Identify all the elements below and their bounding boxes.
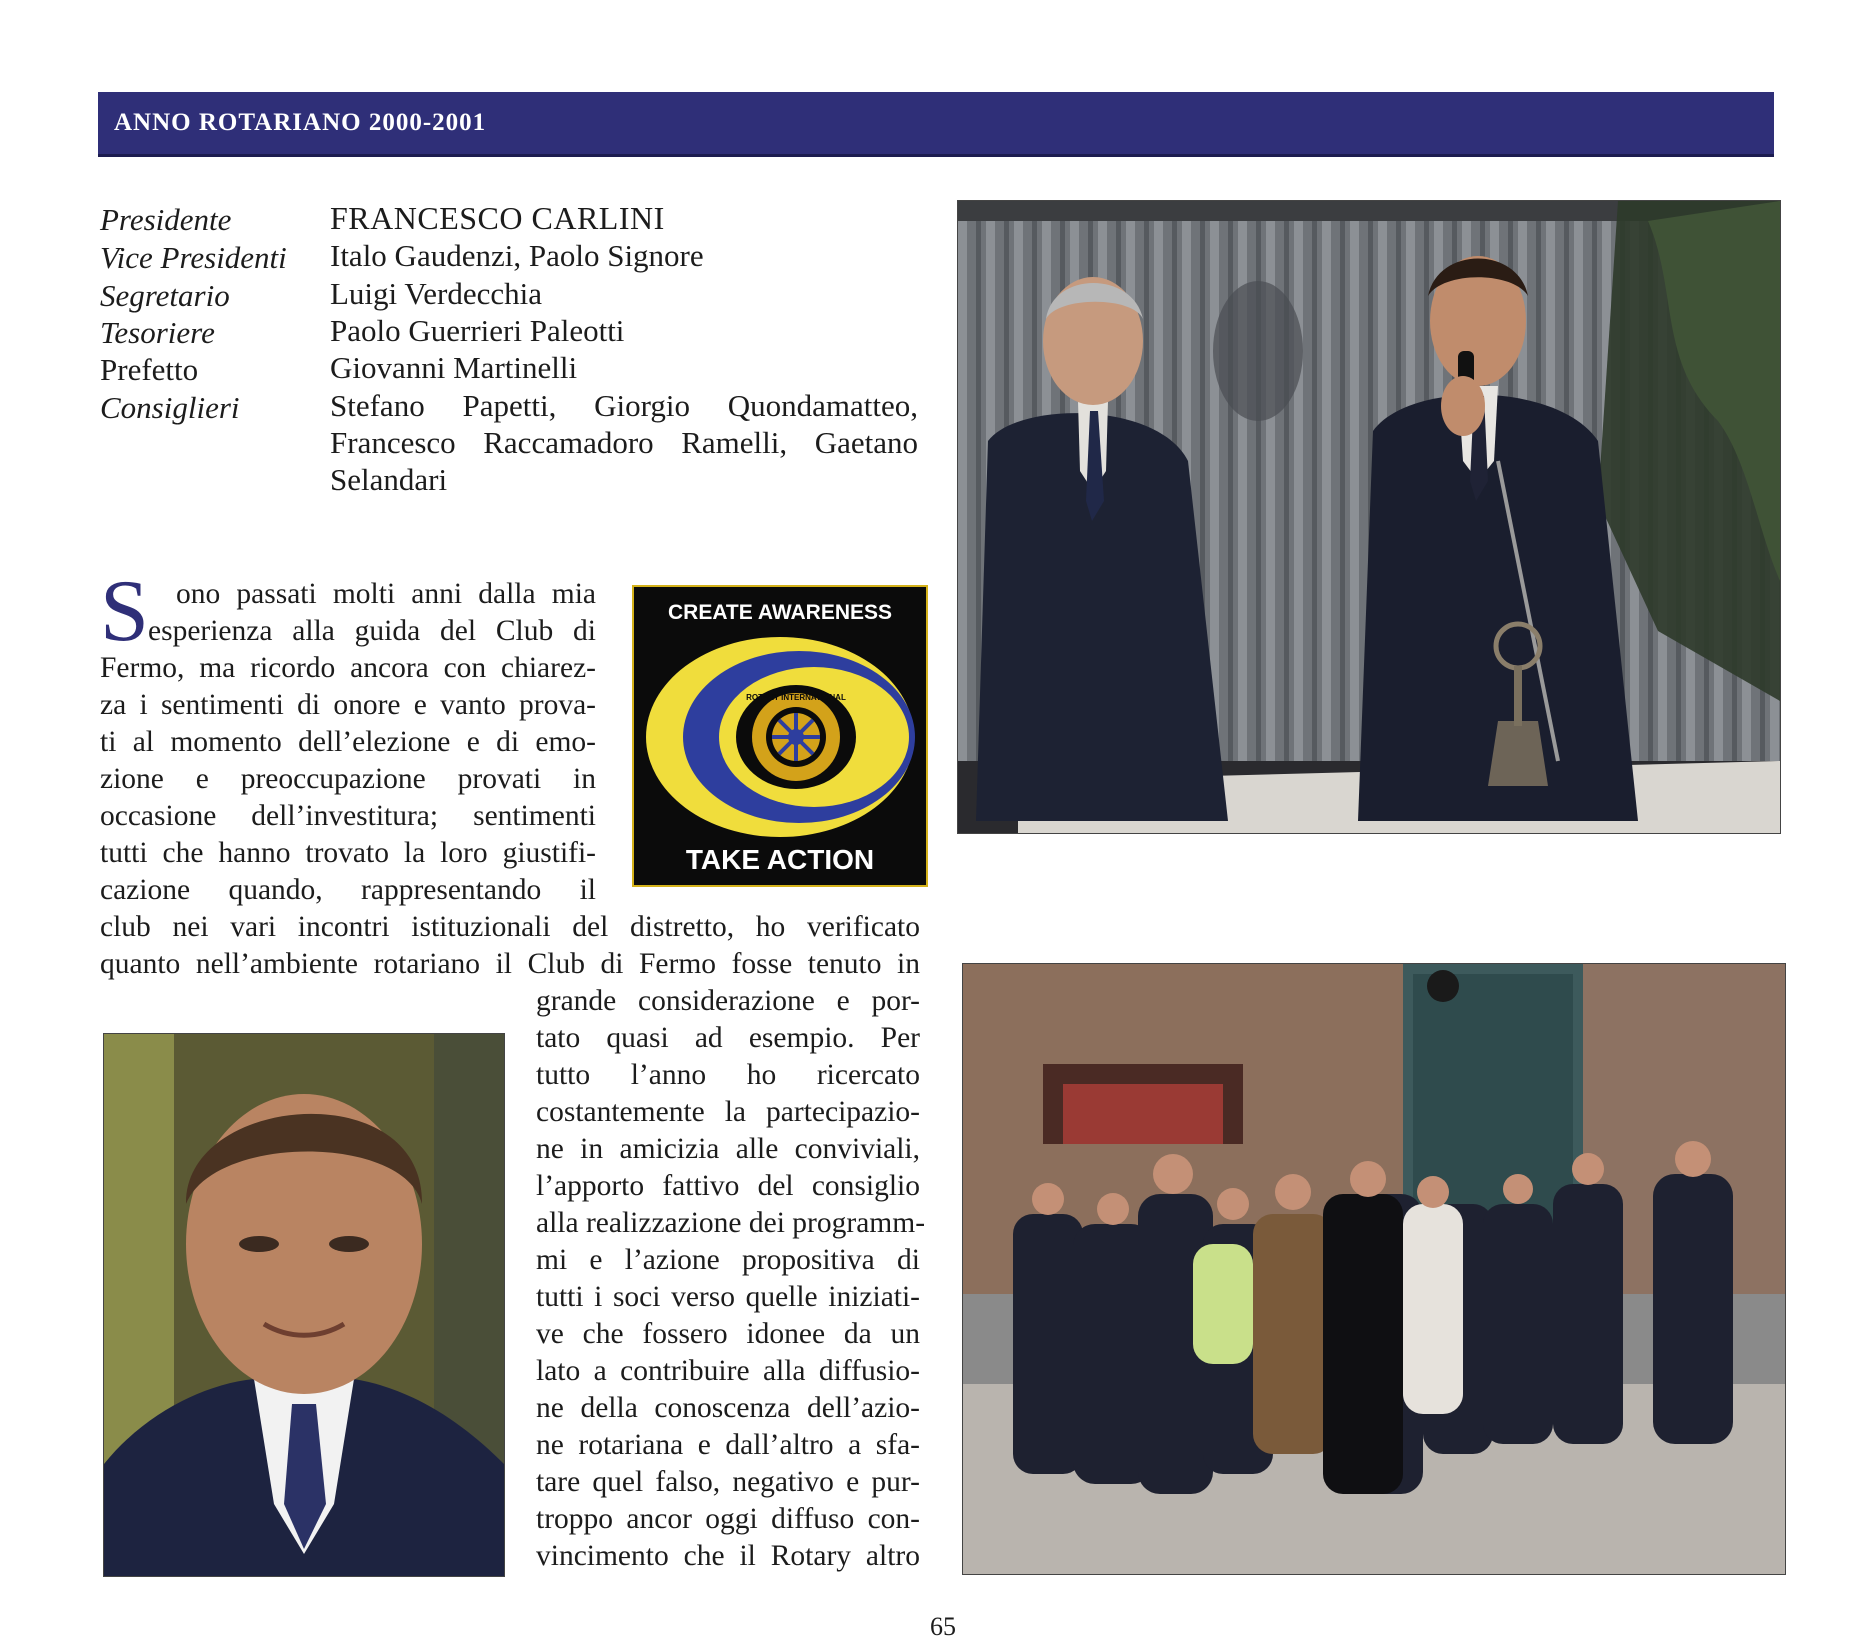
body-line-11: quanto nell’ambiente rotariano il Club di Fermo fosse tenuto in (100, 948, 920, 980)
body-line-22: lato a contribuire alla diffusio- (536, 1355, 920, 1387)
officer-name-secretary: Luigi Verdecchia (330, 276, 543, 311)
officer-name-vice-presidents: Italo Gaudenzi, Paolo Signore (330, 238, 704, 273)
logo-bottom-text: TAKE ACTION (685, 844, 875, 875)
body-line-2: esperienza alla guida del Club di (148, 615, 596, 647)
officer-name-prefect: Giovanni Martinelli (330, 350, 578, 385)
body-line-8: tutti che hanno trovato la loro giustifi- (100, 837, 596, 869)
body-line-16: ne in amicizia alle conviviali, (536, 1133, 920, 1165)
body-line-12: grande considerazione e por- (536, 985, 920, 1017)
officer-name-councillors-line-3: Selandari (330, 462, 448, 497)
body-line-24: ne rotariana e dall’altro a sfa- (536, 1429, 920, 1461)
officer-name-president: FRANCESCO CARLINI (330, 200, 665, 236)
body-line-3: Fermo, ma ricordo ancora con chiarez- (100, 652, 596, 684)
body-line-14: tutto l’anno ho ricercato (536, 1059, 920, 1091)
photo-portrait-image (104, 1034, 504, 1576)
body-line-18: alla realizzazione dei programm- (536, 1207, 926, 1239)
photo-speakers-image (958, 201, 1780, 833)
body-line-17: l’apporto fattivo del consiglio (536, 1170, 920, 1202)
photo-group-courtyard-image (963, 964, 1785, 1574)
officer-name-councillors-line-2: Francesco Raccamadoro Ramelli, Gaetano (330, 425, 918, 460)
header-band (98, 92, 1774, 157)
body-line-6: zione e preoccupazione provati in (100, 763, 596, 795)
officer-name-treasurer: Paolo Guerrieri Paleotti (330, 313, 625, 348)
officer-role-prefect: Prefetto (100, 352, 199, 387)
photo-group-courtyard (962, 963, 1786, 1575)
rotary-theme-logo-graphic (634, 587, 926, 885)
body-line-20: tutti i soci verso quelle iniziati- (536, 1281, 920, 1313)
body-line-1: ono passati molti anni dalla mia (176, 578, 596, 610)
photo-portrait (103, 1033, 505, 1577)
body-line-4: za i sentimenti di onore e vanto prova- (100, 689, 596, 721)
body-line-5: ti al momento dell’elezione e di emo- (100, 726, 596, 758)
officer-role-president: Presidente (100, 202, 232, 237)
photo-speakers-at-podium (957, 200, 1781, 834)
body-line-13: tato quasi ad esempio. Per (536, 1022, 920, 1054)
emblem-ring-text: ROTARY INTERNATIONAL (746, 693, 846, 702)
body-line-19: mi e l’azione propositiva di (536, 1244, 920, 1276)
officer-role-councillors: Consiglieri (100, 390, 240, 425)
body-line-7: occasione dell’investitura; sentimenti (100, 800, 596, 832)
body-line-9: cazione quando, rappresentando il (100, 874, 596, 906)
body-line-10: club nei vari incontri istituzionali del distretto, ho verificato (100, 911, 920, 943)
officer-role-vice-presidents: Vice Presidenti (100, 240, 287, 275)
drop-cap: S (100, 563, 149, 660)
body-line-27: vincimento che il Rotary altro (536, 1540, 920, 1572)
rotary-theme-logo (632, 585, 928, 887)
body-line-21: ve che fossero idonee da un (536, 1318, 920, 1350)
logo-top-text: CREATE AWARENESS (667, 601, 893, 624)
body-line-23: ne della conoscenza dell’azio- (536, 1392, 920, 1424)
body-line-25: tare quel falso, negativo e pur- (536, 1466, 920, 1498)
body-line-15: costantemente la partecipazio- (536, 1096, 920, 1128)
officer-role-treasurer: Tesoriere (100, 315, 215, 350)
officer-role-secretary: Segretario (100, 278, 230, 313)
officer-name-councillors-line-1: Stefano Papetti, Giorgio Quondamatteo, (330, 388, 918, 423)
body-line-26: troppo ancor oggi diffuso con- (536, 1503, 920, 1535)
page-number: 65 (930, 1612, 956, 1641)
page-section-title: ANNO ROTARIANO 2000-2001 (114, 109, 487, 136)
